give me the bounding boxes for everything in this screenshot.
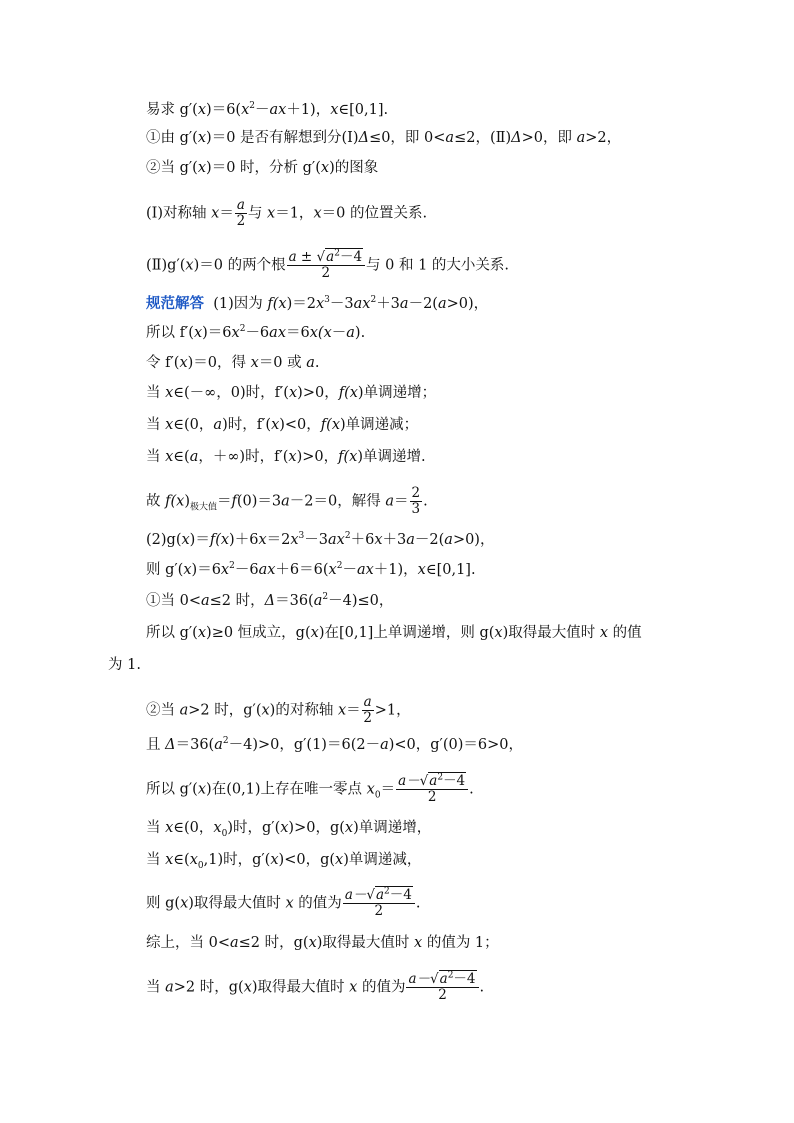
line-23: 则 g(x)取得最大值时 x 的值为 $\frac{a-√a^2-4}{2}$ . bbox=[146, 886, 421, 919]
line-7: 所以 $f'(x)=6x^2-6ax=6x(x-a)$. bbox=[146, 324, 366, 341]
line-6: 规范解答 (1)因为 $f(x)=2x^3-3ax^2+3a-2(a>0)$， bbox=[146, 295, 489, 312]
line-2: ①由 g′(x)＝0 是否有解想到分(Ⅰ)Δ≤0，即 0<a≤2，(Ⅱ)Δ>0，即 a>2， bbox=[146, 130, 622, 146]
line-1: 易求 $g'(x)=6(x^2-ax+1)$，x∈[0,1]. bbox=[146, 101, 389, 118]
line-16: 所以 g′(x)≥0 恒成立，g(x)在[0,1]上单调递增，则 g(x)取得最大值时 x 的值 bbox=[146, 625, 642, 641]
line-22: 当 $x\in(x_0,1)$时，g′(x)<0，g(x)单调递减， bbox=[146, 852, 422, 871]
line-11: 当 x∈(a，＋∞)时，f′(x)>0，f(x)单调递增. bbox=[146, 449, 426, 465]
fraction-a-over-2-axis: $\frac{a}{2}$ bbox=[363, 694, 372, 726]
line-17: 为 1. bbox=[108, 657, 141, 673]
line-25: 当 a>2 时，g(x)取得最大值时 x 的值为 $\frac{a-√a^2-4}{2}$ . bbox=[146, 970, 485, 1003]
line-20: 所以 g′(x)在(0,1)上存在唯一零点 $x_0=$ $\frac{a-√a^2-4}{2}$ . bbox=[146, 772, 474, 805]
fraction-two-thirds: $\frac{2}{3}$ bbox=[411, 485, 421, 517]
line-8: 令 f′(x)＝0，得 x＝0 或 a. bbox=[146, 355, 320, 371]
line-3: ②当 g′(x)＝0 时，分析 g′(x)的图象 bbox=[146, 160, 379, 176]
line-21: 当 x∈(0，$x_0$)时，g′(x)>0，g(x)单调递增， bbox=[146, 820, 432, 839]
line-13: $(2)g(x)=f(x)+6x=2x^3-3ax^2+6x+3a-2(a>0)$， bbox=[146, 531, 495, 548]
fraction-max-value: $\frac{a-√a^2-4}{2}$ bbox=[343, 888, 415, 919]
fraction-zero-point: $\frac{a-√a^2-4}{2}$ bbox=[396, 774, 468, 805]
line-19: 且 $\Delta=36(a^2-4)>0$，g′(1)＝6(2－a)<0，g′(0)＝6>0， bbox=[146, 736, 523, 753]
line-5: (Ⅱ)g′(x)＝0 的两个根 $\frac{a \pm √a^2-4}{2}$ 与 0 和 1 的大小关系. bbox=[146, 248, 510, 281]
line-9: 当 x∈(－∞，0)时，f′(x)>0，f(x)单调递增； bbox=[146, 385, 437, 401]
fraction-roots: $\frac{a \pm √a^2-4}{2}$ bbox=[287, 250, 365, 281]
line-14: 则 $g'(x)=6x^2-6ax+6=6(x^2-ax+1)$，x∈[0,1]. bbox=[146, 561, 476, 578]
line-10: 当 x∈(0，a)时，f′(x)<0，f(x)单调递减； bbox=[146, 417, 419, 433]
line-4: (Ⅰ)对称轴 x＝ $\frac{a}{2}$ 与 x＝1，x＝0 的位置关系. bbox=[146, 197, 428, 229]
line-24: 综上，当 0<a≤2 时，g(x)取得最大值时 x 的值为 1； bbox=[146, 935, 499, 951]
line-12: 故 $f(x)_{极大值}=f(0)=3a-2=0$，解得 a＝ $\frac{2}{3}$ . bbox=[146, 485, 428, 517]
fraction-a-over-2: $\frac{a}{2}$ bbox=[236, 197, 246, 229]
line-15: ①当 0<a≤2 时，$\Delta=36(a^2-4)\le 0$， bbox=[146, 592, 394, 609]
fraction-conclusion: $\frac{a-√a^2-4}{2}$ bbox=[406, 972, 478, 1003]
line-18: ②当 a>2 时，g′(x)的对称轴 x＝ $\frac{a}{2}$ >1， bbox=[146, 694, 411, 726]
heading-standard-solution: 规范解答 bbox=[146, 296, 204, 312]
